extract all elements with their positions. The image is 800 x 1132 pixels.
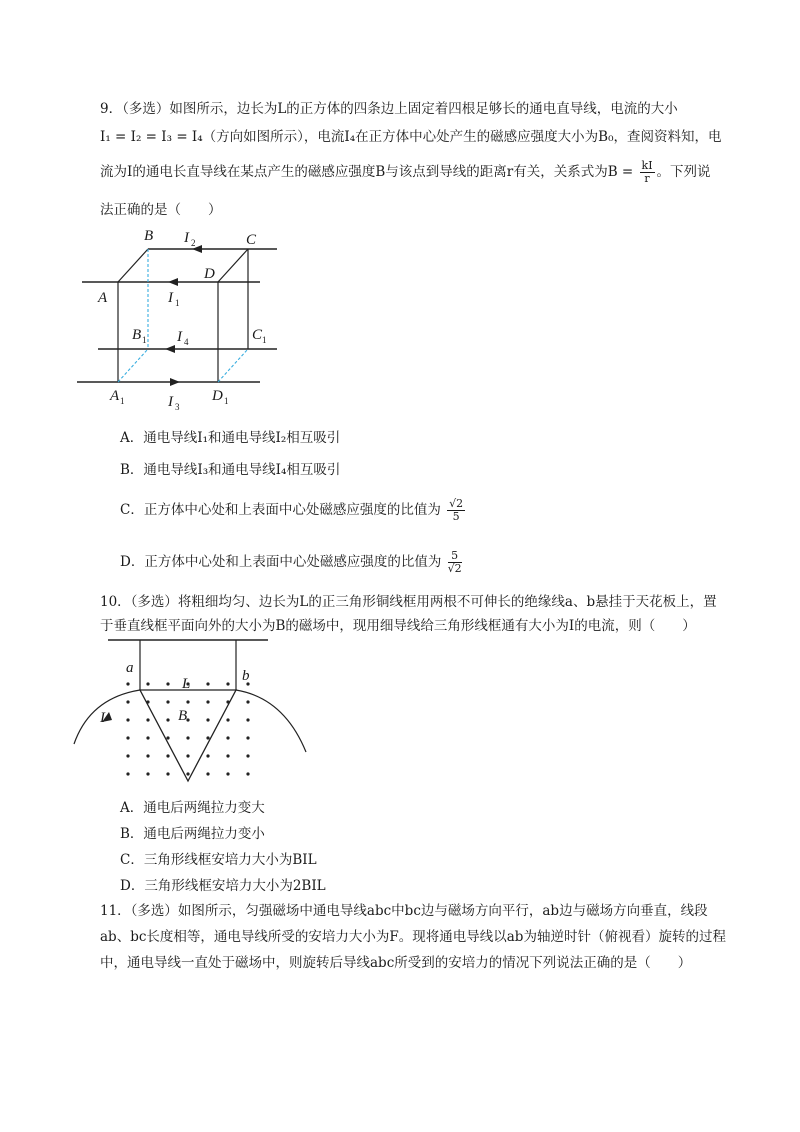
q10-option-b[interactable]: B．通电后两绳拉力变小 bbox=[120, 826, 265, 842]
field-dot bbox=[126, 682, 129, 685]
label-a1-sub: 1 bbox=[120, 396, 125, 406]
field-dot bbox=[166, 736, 169, 739]
edge-ab bbox=[118, 249, 148, 282]
q11-line3: 中，通电导线一直处于磁场中，则旋转后导线abc所受到的安培力的情况下列说法正确的是（ ） bbox=[100, 955, 692, 971]
magnetic-field-dots bbox=[126, 682, 249, 775]
field-dot bbox=[146, 682, 149, 685]
field-dot bbox=[246, 754, 249, 757]
field-dot bbox=[126, 736, 129, 739]
q10-triangle-figure bbox=[70, 634, 310, 794]
q9-line2b: I₄在正方体中心处产生的磁感应强度大小为B₀，查阅资料知，电 bbox=[344, 129, 722, 145]
arrow-i3-right bbox=[170, 378, 180, 386]
field-dot bbox=[246, 736, 249, 739]
label-i4-sub: 4 bbox=[184, 337, 189, 347]
field-dot bbox=[206, 682, 209, 685]
label-d1: D bbox=[212, 388, 223, 404]
label-c: C bbox=[246, 232, 257, 248]
label-d: D bbox=[204, 266, 215, 282]
q9-option-d-text: D．正方体中心处和上表面中心处磁感应强度的比值为 bbox=[120, 554, 442, 570]
field-dot bbox=[246, 700, 249, 703]
field-dot bbox=[146, 772, 149, 775]
q9-line2 bbox=[100, 125, 722, 145]
field-dot bbox=[226, 718, 229, 721]
label-i2: I bbox=[184, 230, 189, 246]
label-i1: I bbox=[168, 290, 173, 306]
field-dot bbox=[226, 682, 229, 685]
label-l: L bbox=[182, 676, 191, 692]
q9-option-a[interactable]: A．通电导线I₁和通电导线I₂相互吸引 bbox=[120, 430, 341, 446]
label-a1: A bbox=[110, 388, 120, 404]
q9-line3b: 。下列说 bbox=[656, 164, 711, 180]
field-dot bbox=[206, 700, 209, 703]
label-c1: C bbox=[252, 327, 263, 343]
arrow-i1-left bbox=[168, 278, 178, 286]
field-dot bbox=[146, 700, 149, 703]
edge-dc bbox=[218, 249, 248, 282]
q10-option-c[interactable]: C．三角形线框安培力大小为BIL bbox=[120, 852, 317, 868]
lead-wire-right bbox=[236, 690, 306, 752]
q11-line2: ab、bc长度相等，通电导线所受的安培力大小为F。现将通电导线以ab为轴逆时针（俯视看）旋转的过程 bbox=[100, 929, 726, 945]
label-a: A bbox=[98, 290, 108, 306]
label-i: I bbox=[100, 710, 105, 726]
label-b: b bbox=[242, 668, 250, 684]
q9-cube-figure bbox=[72, 222, 292, 412]
q9-formula-fraction bbox=[640, 160, 655, 185]
q9-option-d[interactable] bbox=[120, 550, 464, 575]
field-dot bbox=[166, 682, 169, 685]
field-dot bbox=[226, 772, 229, 775]
field-dot bbox=[186, 754, 189, 757]
edge-a1b1-hidden bbox=[118, 349, 148, 382]
q10-option-d[interactable]: D．三角形线框安培力大小为2BIL bbox=[120, 878, 326, 894]
label-d1-sub: 1 bbox=[224, 396, 229, 406]
q11-line1: 11．（多选）如图所示，匀强磁场中通电导线abc中bc边与磁场方向平行，ab边与磁场方向垂直，线段 bbox=[100, 903, 708, 919]
field-dot bbox=[186, 772, 189, 775]
edge-d1c1-hidden bbox=[218, 349, 248, 382]
field-dot bbox=[126, 700, 129, 703]
label-c1-sub: 1 bbox=[262, 335, 267, 345]
label-i2-sub: 2 bbox=[191, 238, 196, 248]
label-b: B bbox=[144, 228, 154, 244]
triangle-frame bbox=[140, 690, 236, 781]
field-dot bbox=[166, 754, 169, 757]
label-i1-sub: 1 bbox=[175, 298, 180, 308]
field-dot bbox=[146, 754, 149, 757]
field-dot bbox=[166, 718, 169, 721]
q9-option-c[interactable] bbox=[120, 498, 467, 523]
field-dot bbox=[166, 772, 169, 775]
label-i4: I bbox=[177, 329, 182, 345]
label-i3-sub: 3 bbox=[175, 402, 180, 412]
field-dot bbox=[206, 754, 209, 757]
q9-option-c-fraction bbox=[447, 498, 465, 523]
field-dot bbox=[226, 700, 229, 703]
field-dot bbox=[126, 718, 129, 721]
field-dot bbox=[206, 772, 209, 775]
label-b-field: B bbox=[178, 708, 188, 724]
q9-option-d-den: √2 bbox=[447, 562, 462, 575]
field-dot bbox=[186, 736, 189, 739]
q9-line3 bbox=[100, 160, 711, 185]
q9-option-d-fraction bbox=[448, 550, 462, 575]
q10-line1: 10．（多选）将粗细均匀、边长为L的正三角形铜线框用两根不可伸长的绝缘线a、b悬挂于天花板上，置 bbox=[100, 594, 717, 610]
q9-frac-num: kI bbox=[641, 159, 653, 172]
q10-option-a[interactable]: A．通电后两绳拉力变大 bbox=[120, 800, 265, 816]
q9-line3a: 流为I的通电长直导线在某点产生的磁感应强度B与该点到导线的距离r有关，关系式为B = bbox=[100, 164, 634, 180]
q9-frac-den: r bbox=[644, 172, 650, 185]
label-b1: B bbox=[132, 327, 142, 343]
q9-option-b[interactable]: B．通电导线I₃和通电导线I₄相互吸引 bbox=[120, 462, 341, 478]
field-dot bbox=[206, 718, 209, 721]
field-dot bbox=[126, 754, 129, 757]
field-dot bbox=[206, 736, 209, 739]
field-dot bbox=[146, 718, 149, 721]
field-dot bbox=[226, 754, 229, 757]
label-i3: I bbox=[168, 394, 173, 410]
q9-line1: 9．（多选）如图所示，边长为L的正方体的四条边上固定着四根足够长的通电直导线，电流的大小 bbox=[100, 101, 678, 117]
q10-line2: 于垂直线框平面向外的大小为B的磁场中，现用细导线给三角形线框通有大小为I的电流，则（ ） bbox=[100, 618, 696, 634]
field-dot bbox=[146, 736, 149, 739]
q9-line4: 法正确的是（ ） bbox=[100, 202, 222, 218]
field-dot bbox=[246, 718, 249, 721]
field-dot bbox=[166, 700, 169, 703]
field-dot bbox=[226, 736, 229, 739]
label-b1-sub: 1 bbox=[142, 335, 147, 345]
q9-option-c-text: C．正方体中心处和上表面中心处磁感应强度的比值为 bbox=[120, 502, 441, 518]
field-dot bbox=[246, 772, 249, 775]
q9-option-c-num: √2 bbox=[449, 497, 464, 510]
field-dot bbox=[126, 772, 129, 775]
q9-line2a: I₁ = I₂ = I₃ = I₄（方向如图所示），电流 bbox=[100, 129, 345, 145]
label-a: a bbox=[126, 660, 134, 676]
q9-option-d-num: 5 bbox=[448, 550, 462, 563]
field-dot bbox=[186, 700, 189, 703]
q9-option-c-den: 5 bbox=[452, 510, 460, 523]
arrow-i4-left bbox=[165, 345, 175, 353]
